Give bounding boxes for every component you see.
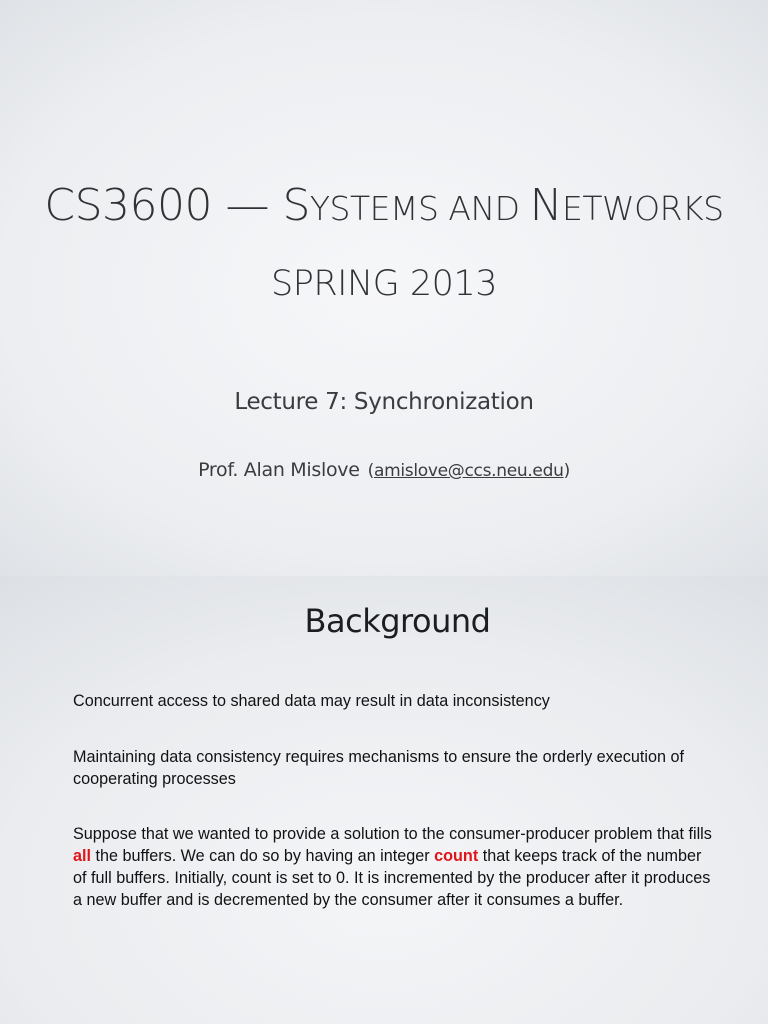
slide-heading: Background (304, 602, 491, 640)
paragraph-text: that keeps track of the number of full buffers. Initially, count is set to 0. It is incremented by the producer after it produces a new buffer and is decremented by the consumer after it consumes a buffer. (73, 847, 711, 909)
course-title-part: ETWORKS (562, 189, 724, 228)
paragraph-text: Suppose that we wanted to provide a solution to the consumer-producer problem that fills (73, 825, 712, 843)
background-slide (0, 576, 768, 1024)
lecture-title: Lecture 7: Synchronization (234, 389, 534, 415)
paragraph-text: the buffers. We can do so by having an integer (91, 847, 435, 865)
course-title (0, 176, 768, 239)
paragraph-consumer-producer (73, 823, 713, 911)
highlight-count: count (434, 847, 479, 865)
highlight-all: all (73, 847, 91, 865)
author-name: Prof. Alan Mislove (198, 459, 360, 481)
course-title-part: N (529, 180, 562, 231)
email-close-paren: ) (563, 461, 570, 481)
paragraph-concurrent-access: Concurrent access to shared data may result in data inconsistency (73, 692, 550, 710)
semester-subtitle: SPRING 2013 (271, 264, 497, 304)
course-title-part: CS3600 — S (44, 180, 310, 231)
email-wrapper (368, 461, 570, 481)
paragraph-data-consistency: Maintaining data consistency requires mechanisms to ensure the orderly execution of cooperating processes (73, 748, 684, 788)
email-open-paren: ( (367, 461, 374, 481)
course-title-part: YSTEMS AND (309, 189, 530, 228)
author-line (0, 456, 768, 485)
email-link[interactable]: amislove@ccs.neu.edu (373, 461, 564, 481)
